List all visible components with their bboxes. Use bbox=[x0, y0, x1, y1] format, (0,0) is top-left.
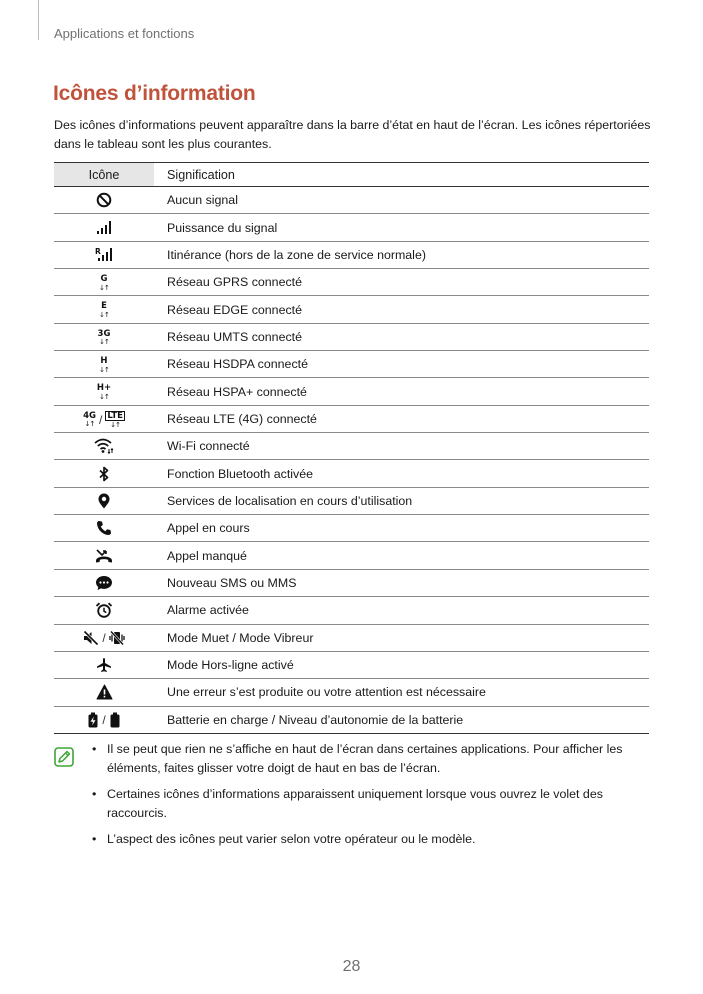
row-meaning: Services de localisation en cours d’utilisation bbox=[154, 487, 649, 514]
list-item: • Certaines icônes d’informations apparaissent uniquement lorsque vous ouvrez le volet des raccourcis. bbox=[92, 785, 652, 823]
table-row bbox=[54, 269, 649, 296]
page-title: Icônes d’information bbox=[53, 82, 256, 105]
edge-icon: E ↓↑ bbox=[99, 301, 109, 319]
table-row bbox=[54, 597, 649, 624]
alarm-icon bbox=[95, 599, 113, 621]
row-meaning: Réseau LTE (4G) connecté bbox=[154, 405, 649, 432]
roaming-signal-icon bbox=[95, 244, 113, 266]
hsdpa-icon: H ↓↑ bbox=[99, 356, 109, 374]
row-meaning: Itinérance (hors de la zone de service normale) bbox=[154, 241, 649, 268]
bluetooth-icon bbox=[98, 463, 110, 485]
wifi-icon bbox=[94, 435, 114, 457]
section-header: Applications et fonctions bbox=[54, 26, 195, 41]
row-meaning: Appel manqué bbox=[154, 542, 649, 569]
message-icon bbox=[95, 572, 113, 594]
signal-strength-icon bbox=[96, 217, 112, 239]
table-row bbox=[54, 706, 649, 733]
row-meaning: Une erreur s’est produite ou votre attention est nécessaire bbox=[154, 679, 649, 706]
row-meaning: Réseau UMTS connecté bbox=[154, 323, 649, 350]
column-header-icon: Icône bbox=[54, 163, 154, 187]
list-item: • L’aspect des icônes peut varier selon votre opérateur ou le modèle. bbox=[92, 830, 652, 849]
intro-paragraph: Des icônes d’informations peuvent apparaître dans la barre d’état en haut de l’écran. Les icônes répertoriées dans le tableau sont les plus courantes. bbox=[54, 118, 651, 151]
notes-list bbox=[92, 740, 652, 856]
row-meaning: Mode Muet / Mode Vibreur bbox=[154, 624, 649, 651]
table-row bbox=[54, 296, 649, 323]
umts-icon: 3G ↓↑ bbox=[97, 328, 111, 347]
table-row bbox=[54, 405, 649, 432]
table-row bbox=[54, 460, 649, 487]
note-pencil-icon bbox=[54, 747, 74, 767]
row-meaning: Mode Hors-ligne activé bbox=[154, 651, 649, 678]
table-row bbox=[54, 487, 649, 514]
row-meaning: Réseau HSPA+ connecté bbox=[154, 378, 649, 405]
missed-call-icon bbox=[95, 545, 113, 567]
row-meaning: Wi-Fi connecté bbox=[154, 433, 649, 460]
row-meaning: Appel en cours bbox=[154, 515, 649, 542]
mute-vibrate-icon: / bbox=[83, 627, 124, 649]
gprs-icon: G ↓↑ bbox=[99, 274, 109, 292]
list-item: • Il se peut que rien ne s’affiche en haut de l’écran dans certaines applications. Pour afficher les éléments, faites glisser votre doigt de haut en bas de l’écran. bbox=[92, 740, 652, 778]
margin-line bbox=[38, 0, 39, 40]
row-meaning: Batterie en charge / Niveau d’autonomie de la batterie bbox=[154, 706, 649, 733]
table-row bbox=[54, 351, 649, 378]
page-number: 28 bbox=[342, 958, 361, 975]
column-header-meaning: Signification bbox=[154, 163, 649, 187]
lte-icon: 4G ↓↑ / LTE ↓↑ bbox=[83, 410, 123, 430]
row-meaning: Réseau HSDPA connecté bbox=[154, 351, 649, 378]
row-meaning: Alarme activée bbox=[154, 597, 649, 624]
table-row bbox=[54, 214, 649, 241]
row-meaning: Puissance du signal bbox=[154, 214, 649, 241]
row-meaning: Nouveau SMS ou MMS bbox=[154, 569, 649, 596]
table-row bbox=[54, 679, 649, 706]
table-row bbox=[54, 542, 649, 569]
row-meaning: Fonction Bluetooth activée bbox=[154, 460, 649, 487]
table-row bbox=[54, 433, 649, 460]
table-row bbox=[54, 378, 649, 405]
table-row bbox=[54, 515, 649, 542]
table-row bbox=[54, 569, 649, 596]
battery-icon: / bbox=[87, 709, 120, 731]
table-row bbox=[54, 624, 649, 651]
call-icon bbox=[96, 517, 112, 539]
table-row bbox=[54, 651, 649, 678]
location-icon bbox=[97, 490, 111, 512]
table-row bbox=[54, 187, 649, 214]
warning-icon bbox=[96, 681, 113, 703]
hspa-plus-icon: H+ ↓↑ bbox=[96, 383, 112, 401]
row-meaning: Aucun signal bbox=[154, 187, 649, 214]
table-header-row bbox=[54, 163, 649, 187]
row-meaning: Réseau GPRS connecté bbox=[154, 269, 649, 296]
table-row bbox=[54, 323, 649, 350]
svg-text:R: R bbox=[95, 246, 101, 256]
icon-table bbox=[54, 162, 649, 734]
table-row bbox=[54, 241, 649, 268]
airplane-icon bbox=[96, 654, 112, 676]
row-meaning: Réseau EDGE connecté bbox=[154, 296, 649, 323]
no-signal-icon bbox=[96, 189, 112, 211]
